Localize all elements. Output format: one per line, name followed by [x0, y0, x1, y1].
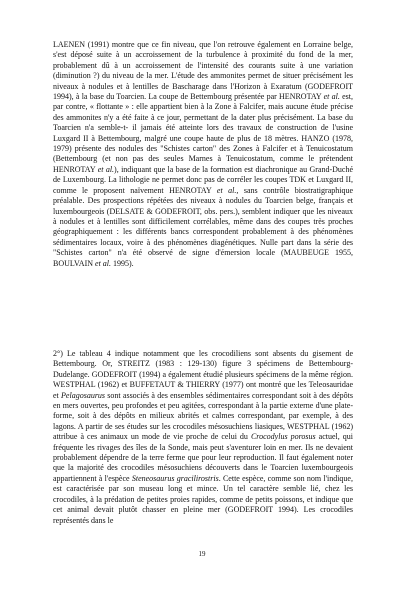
text-run: 2°) Le tableau 4 indique notamment que les crocodiliens sont absents du gisement de Bettembourg. Or, STREITZ (1983 : 129-130) figure 3 spécimens de Bettembourg-Dudelange. GODEFROIT (1994) a également étudié plusieurs spécimens de la même région. WESTPHAL (1962) et BUFFETAUT & THIERRY (1977) ont montré que les Teleosauridae et — [53, 349, 353, 400]
italic-text: Crocodylus porosus — [250, 432, 316, 442]
text-run: sont associés à des ensembles sédimentaires correspondant soit à des dépôts en mers ouvertes, peu profondes et peu agitées, correspondant à la partie externe d'une plate-forme, soit à des dépôts en milieux abrités et calmes correspondant, par exemple, à des lagons. A partir de ses études sur les crocodiles mésosuchiens liasiques, WESTPHAL (1962) attribue à ces animaux un mode de vie proche de celui du — [53, 390, 353, 442]
paragraph-laenen — [53, 40, 353, 269]
text-run: . Cette espèce, comme son nom l'indique, est caractérisée par son museau long et mince. Un tel caractère semble lié, chez les crocodiles, à la prédation de petites proies rapides, comme de petits poissons, et indique que cet animal devait plutôt chasser en pleine mer (GODEFROIT 1994). Les crocodiles représentés dans le — [53, 473, 353, 525]
italic-text: Steneosaurus gracilirostris — [131, 473, 219, 483]
text-run: , sans contrôle biostratigraphique préalable. Des prospections répétées des niveaux à nodules du Toarcien belge, français et luxembourgeois (DELSATE & GODEFROIT, obs. pers.), semblent indiquer que les niveaux à nodules et à lentilles sont difficilement corrélables, même dans des coupes très proches géographiquement : les différents bancs correspondent probablement à des phénomènes sédimentaires locaux, voire à des phénomènes diagénétiques. Nulle part dans la série des "Schistes carton" n'a été observé de signe d'émersion locale (MAUBEUGE 1955, BOULVAIN — [53, 185, 354, 268]
italic-text: et al. — [95, 258, 112, 268]
text-run: actuel, qui fréquente les rivages des îles de la Sonde, mais peut s'aventurer loin en mer. Ils ne devaient probablement dépendre de la terre ferme que pour leur reproduction. Il faut également noter que la majorité des crocodiles mésosuchiens découverts dans le Toarcien luxembourgeois appartiennent à l'espèce — [53, 432, 353, 483]
text-run: est, par contre, « flottante » : elle appartient bien à la Zone à Falcifer, mais aucune étude précise des ammonites n'y a été faite à ce jour, permettant de la dater plus précisément. La base du Toarcien n'a semble-t- il jamais été atteinte lors des travaux de construction de l'usine Luxgard II à Bettembourg, malgré une coupe haute de plus de 18 mètres. HANZO (1978, 1979) présente des nodules des "Schistes carton" des Zones à Falcifer et à Tenuicostatum (Bettembourg (et non pas des seules Marnes à Tenuicostatum, comme le prétendent HENROTAY — [53, 92, 353, 174]
paragraph-text — [53, 40, 353, 269]
paragraph-text — [53, 349, 353, 526]
text-run: ), indiquant que la base de la formation est diachronique au Grand-Duché de Luxembourg. La lithologie ne permet donc pas de corréler les coupes TDK et Luxgard II, comme le proposent naïvement HENROTAY — [53, 164, 354, 195]
italic-text: et al. — [216, 185, 237, 195]
italic-text: et al. — [323, 92, 340, 102]
paragraph-crocodiliens — [53, 349, 353, 526]
text-run: 1995). — [111, 258, 134, 268]
italic-text: et al. — [97, 164, 115, 174]
italic-text: Pelagosaurus — [61, 390, 106, 400]
text-run: LAENEN (1991) montre que ce fin niveau, que l'on retrouve également en Lorraine belge, s'est déposé suite à un accroissement de la turbulence à proximité du fond de la mer, probablement dû à un accroissement de l'intensité des courants suite à une variation (diminution ?) du niveau de la mer. L'étude des ammonites permet de situer précisément les niveaux à nodules et à lentilles de Bascharage dans l'Horizon à Exaratum (GODEFROIT 1994), à la base du Toarcien. La coupe de Bettembourg présentée par HENROTAY — [53, 40, 353, 102]
page-number: 19 — [198, 550, 206, 558]
